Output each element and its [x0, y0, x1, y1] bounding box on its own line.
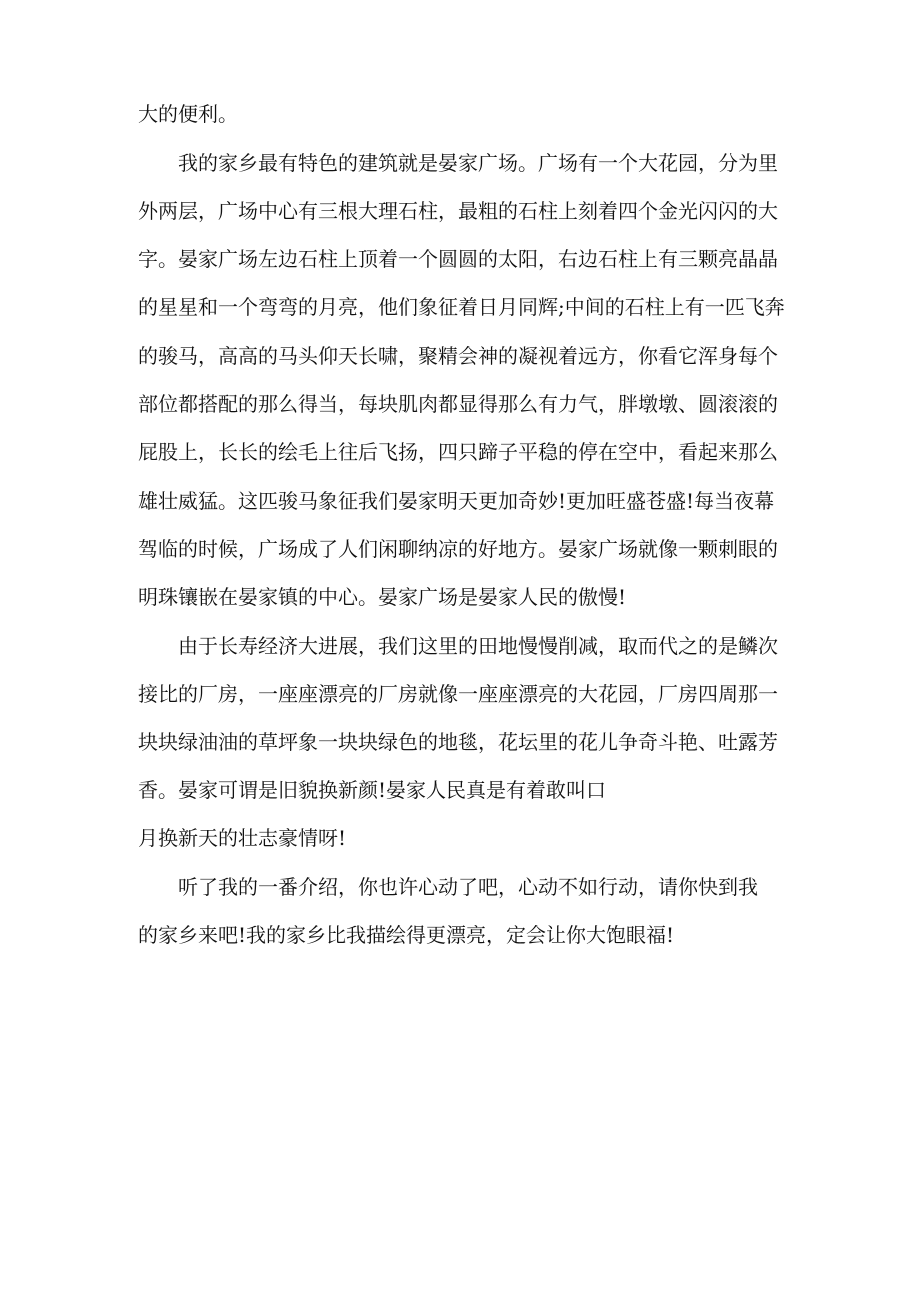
paragraph-line: 部位都搭配的那么得当，每块肌肉都显得那么有力气，胖墩墩、圆滚滚的 [138, 392, 778, 416]
paragraph-line: 我的家乡最有特色的建筑就是晏家广场。广场有一个大花园，分为里 [178, 151, 778, 175]
paragraph-line: 大的便利。 [138, 102, 238, 126]
paragraph-line: 听了我的一番介绍，你也许心动了吧，心动不如行动，请你快到我 [178, 875, 758, 899]
paragraph-line: 的家乡来吧!我的家乡比我描绘得更漂亮，定会让你大饱眼福! [138, 923, 675, 947]
paragraph-line: 屁股上，长长的绘毛上往后飞扬，四只蹄子平稳的停在空中，看起来那么 [138, 440, 778, 464]
paragraph-line: 驾临的时候，广场成了人们闲聊纳凉的好地方。晏家广场就像一颗刺眼的 [138, 537, 778, 561]
paragraph-line: 香。晏家可谓是旧貌换新颜!晏家人民真是有着敢叫口 [138, 778, 607, 802]
paragraph-line: 字。晏家广场左边石柱上顶着一个圆圆的太阳，右边石柱上有三颗亮晶晶 [138, 247, 778, 271]
paragraph-line: 月换新天的壮志豪情呀! [138, 826, 347, 850]
paragraph-line: 的星星和一个弯弯的月亮，他们象征着日月同辉;中间的石柱上有一匹飞奔 [138, 295, 785, 319]
paragraph-line: 接比的厂房，一座座漂亮的厂房就像一座座漂亮的大花园，厂房四周那一 [138, 682, 778, 706]
paragraph-line: 外两层，广场中心有三根大理石柱，最粗的石柱上刻着四个金光闪闪的大 [138, 199, 778, 223]
paragraph-line: 明珠镶嵌在晏家镇的中心。晏家广场是晏家人民的傲慢! [138, 585, 627, 609]
paragraph-line: 块块绿油油的草坪象一块块绿色的地毯，花坛里的花儿争奇斗艳、吐露芳 [138, 730, 778, 754]
paragraph-line: 的骏马，高高的马头仰天长啸，聚精会神的凝视着远方，你看它浑身每个 [138, 344, 778, 368]
paragraph-line: 由于长寿经济大进展，我们这里的田地慢慢削减，取而代之的是鳞次 [178, 634, 778, 658]
paragraph-line: 雄壮威猛。这匹骏马象征我们晏家明天更加奇妙!更加旺盛苍盛!每当夜幕 [138, 489, 775, 513]
